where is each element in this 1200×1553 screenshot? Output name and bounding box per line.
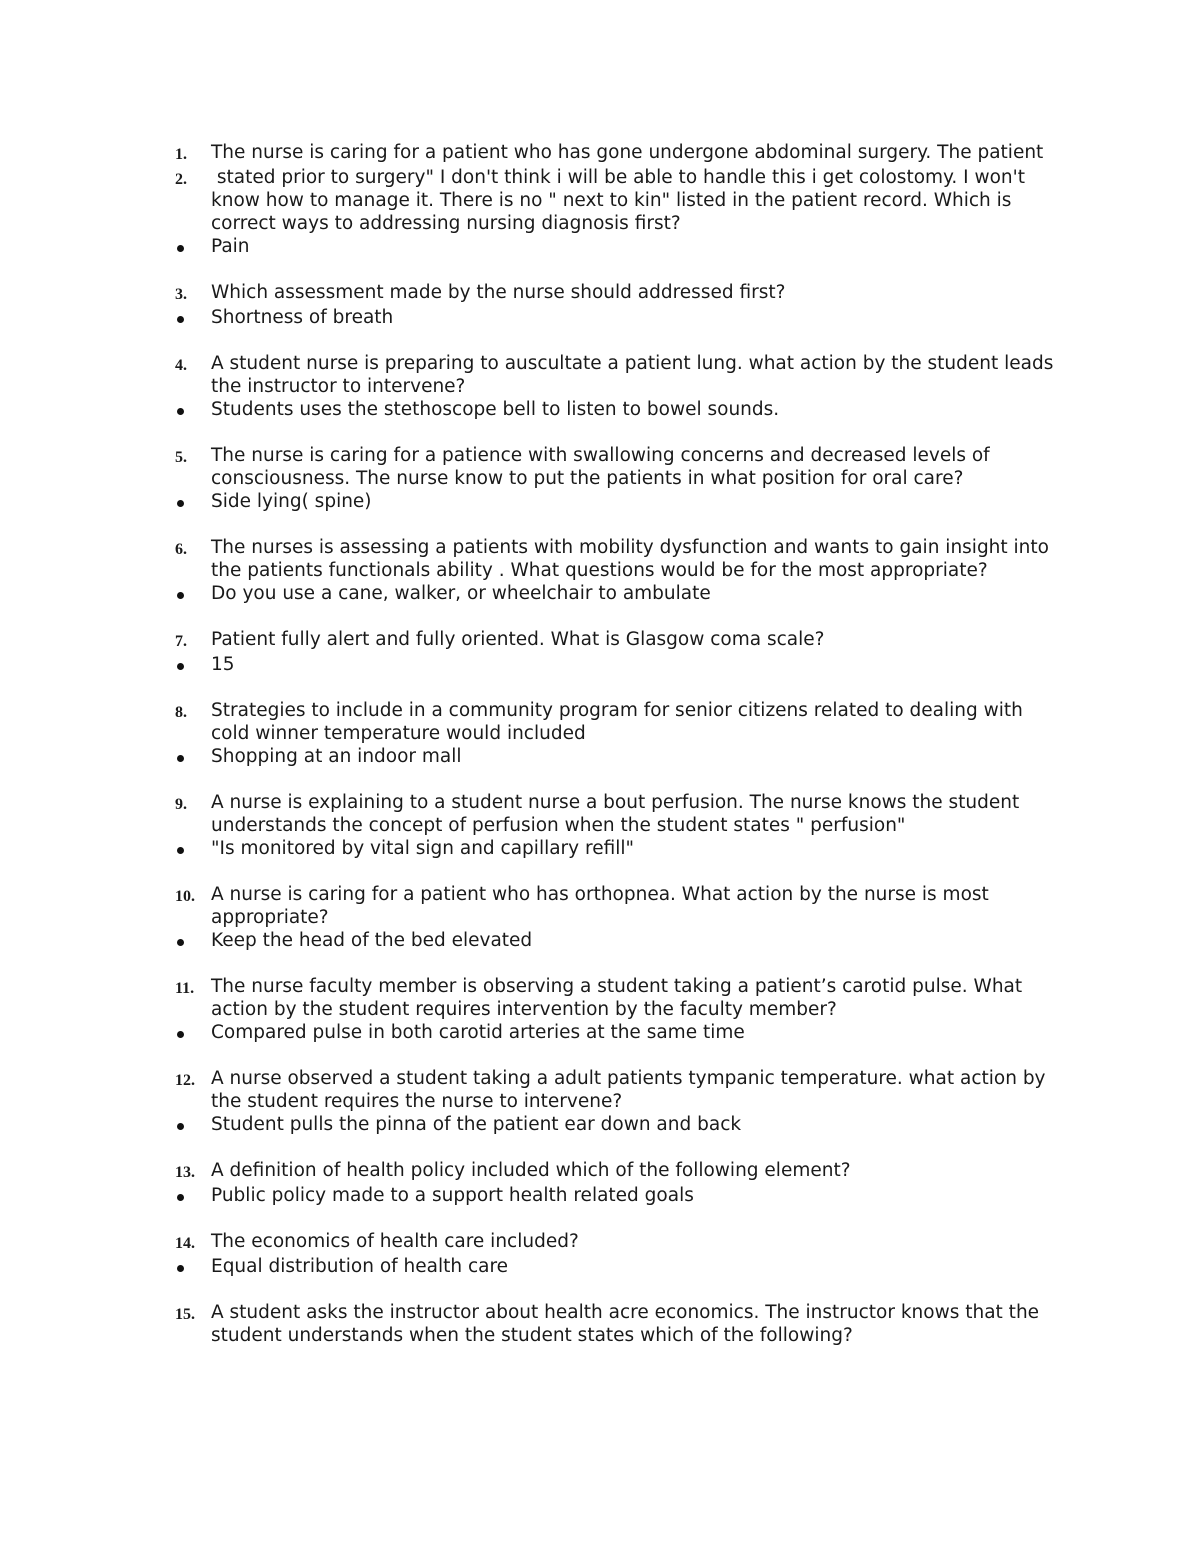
answer-text: Side lying( spine)	[211, 491, 372, 512]
question-number: 12.	[175, 1072, 195, 1089]
answer-text: Shopping at an indoor mall	[211, 746, 462, 767]
answer-item	[160, 1184, 1060, 1207]
question-text: A student asks the instructor about health acre economics. The instructor knows that the student understands when the student states which of the following?	[211, 1302, 1040, 1346]
question-number: 2.	[175, 171, 187, 188]
answer-item	[160, 235, 1060, 258]
question-list	[160, 141, 1060, 1347]
question-text: stated prior to surgery" I don't think i will be able to handle this i get colostomy. I won't know how to manage it. There is no " next to kin" listed in the patient record. Which is correct ways to addressing nursing diagnosis first?	[211, 167, 1031, 234]
answer-text: Compared pulse in both carotid arteries at the same time	[211, 1022, 745, 1043]
question-text: The nurse faculty member is observing a student taking a patient’s carotid pulse. What action by the student requires intervention by the faculty member?	[211, 976, 1023, 1020]
question-item	[160, 1067, 1060, 1113]
answer-item	[160, 1113, 1060, 1136]
bullet-icon	[177, 847, 184, 854]
question-number: 13.	[175, 1164, 195, 1181]
question-item	[160, 699, 1060, 745]
answer-text: Equal distribution of health care	[211, 1256, 509, 1277]
answer-text: Keep the head of the bed elevated	[211, 930, 533, 951]
question-text: A nurse is caring for a patient who has orthopnea. What action by the nurse is most appropriate?	[211, 884, 989, 928]
question-number: 4.	[175, 357, 187, 374]
question-number: 9.	[175, 796, 187, 813]
question-item	[160, 791, 1060, 837]
answer-item	[160, 1021, 1060, 1044]
bullet-icon	[177, 316, 184, 323]
question-text: A definition of health policy included which of the following element?	[211, 1160, 851, 1181]
question-number: 11.	[175, 980, 195, 997]
bullet-icon	[177, 939, 184, 946]
question-text: Strategies to include in a community program for senior citizens related to dealing with cold winner temperature would included	[211, 700, 1023, 744]
bullet-icon	[177, 663, 184, 670]
answer-item	[160, 1255, 1060, 1278]
answer-text: Students uses the stethoscope bell to listen to bowel sounds.	[211, 399, 780, 420]
answer-text: 15	[211, 654, 235, 675]
answer-item	[160, 582, 1060, 605]
bullet-icon	[177, 1123, 184, 1130]
question-item	[160, 975, 1060, 1021]
answer-item	[160, 653, 1060, 676]
question-item	[160, 141, 1060, 166]
question-item	[160, 1159, 1060, 1184]
question-number: 6.	[175, 541, 187, 558]
question-text: Which assessment made by the nurse should addressed first?	[211, 282, 786, 303]
bullet-icon	[177, 592, 184, 599]
question-number: 5.	[175, 449, 187, 466]
bullet-icon	[177, 755, 184, 762]
bullet-icon	[177, 500, 184, 507]
question-item	[160, 1230, 1060, 1255]
question-number: 14.	[175, 1235, 195, 1252]
question-item	[160, 352, 1060, 398]
question-item	[160, 628, 1060, 653]
question-number: 15.	[175, 1306, 195, 1323]
answer-text: Public policy made to a support health related goals	[211, 1185, 694, 1206]
answer-text: Pain	[211, 236, 250, 257]
bullet-icon	[177, 1265, 184, 1272]
bullet-icon	[177, 408, 184, 415]
question-text: The nurse is caring for a patient who has gone undergone abdominal surgery. The patient	[211, 142, 1044, 163]
question-text: A nurse is explaining to a student nurse a bout perfusion. The nurse knows the student understands the concept of perfusion when the student states " perfusion"	[211, 792, 1020, 836]
question-number: 3.	[175, 286, 187, 303]
answer-text: Student pulls the pinna of the patient ear down and back	[211, 1114, 742, 1135]
question-number: 10.	[175, 888, 195, 905]
question-item	[160, 281, 1060, 306]
answer-text: Do you use a cane, walker, or wheelchair to ambulate	[211, 583, 711, 604]
answer-item	[160, 745, 1060, 768]
question-text: A nurse observed a student taking a adult patients tympanic temperature. what action by the student requires the nurse to intervene?	[211, 1068, 1046, 1112]
bullet-icon	[177, 1194, 184, 1201]
question-item	[160, 1301, 1060, 1347]
bullet-icon	[177, 245, 184, 252]
question-text: The nurses is assessing a patients with mobility dysfunction and wants to gain insight into the patients functionals ability . What questions would be for the most appropriate?	[211, 537, 1049, 581]
answer-item	[160, 490, 1060, 513]
question-item	[160, 883, 1060, 929]
question-item	[160, 166, 1060, 235]
bullet-icon	[177, 1031, 184, 1038]
answer-item	[160, 306, 1060, 329]
question-text: The economics of health care included?	[211, 1231, 579, 1252]
question-number: 1.	[175, 146, 187, 163]
question-item	[160, 444, 1060, 490]
answer-item	[160, 398, 1060, 421]
question-item	[160, 536, 1060, 582]
answer-text: "Is monitored by vital sign and capillary refill"	[211, 838, 635, 859]
question-number: 7.	[175, 633, 187, 650]
answer-item	[160, 929, 1060, 952]
answer-text: Shortness of breath	[211, 307, 394, 328]
question-number: 8.	[175, 704, 187, 721]
question-text: A student nurse is preparing to auscultate a patient lung. what action by the student leads the instructor to intervene?	[211, 353, 1054, 397]
answer-item	[160, 837, 1060, 860]
question-text: The nurse is caring for a patience with swallowing concerns and decreased levels of consciousness. The nurse know to put the patients in what position for oral care?	[211, 445, 990, 489]
question-text: Patient fully alert and fully oriented. What is Glasgow coma scale?	[211, 629, 825, 650]
